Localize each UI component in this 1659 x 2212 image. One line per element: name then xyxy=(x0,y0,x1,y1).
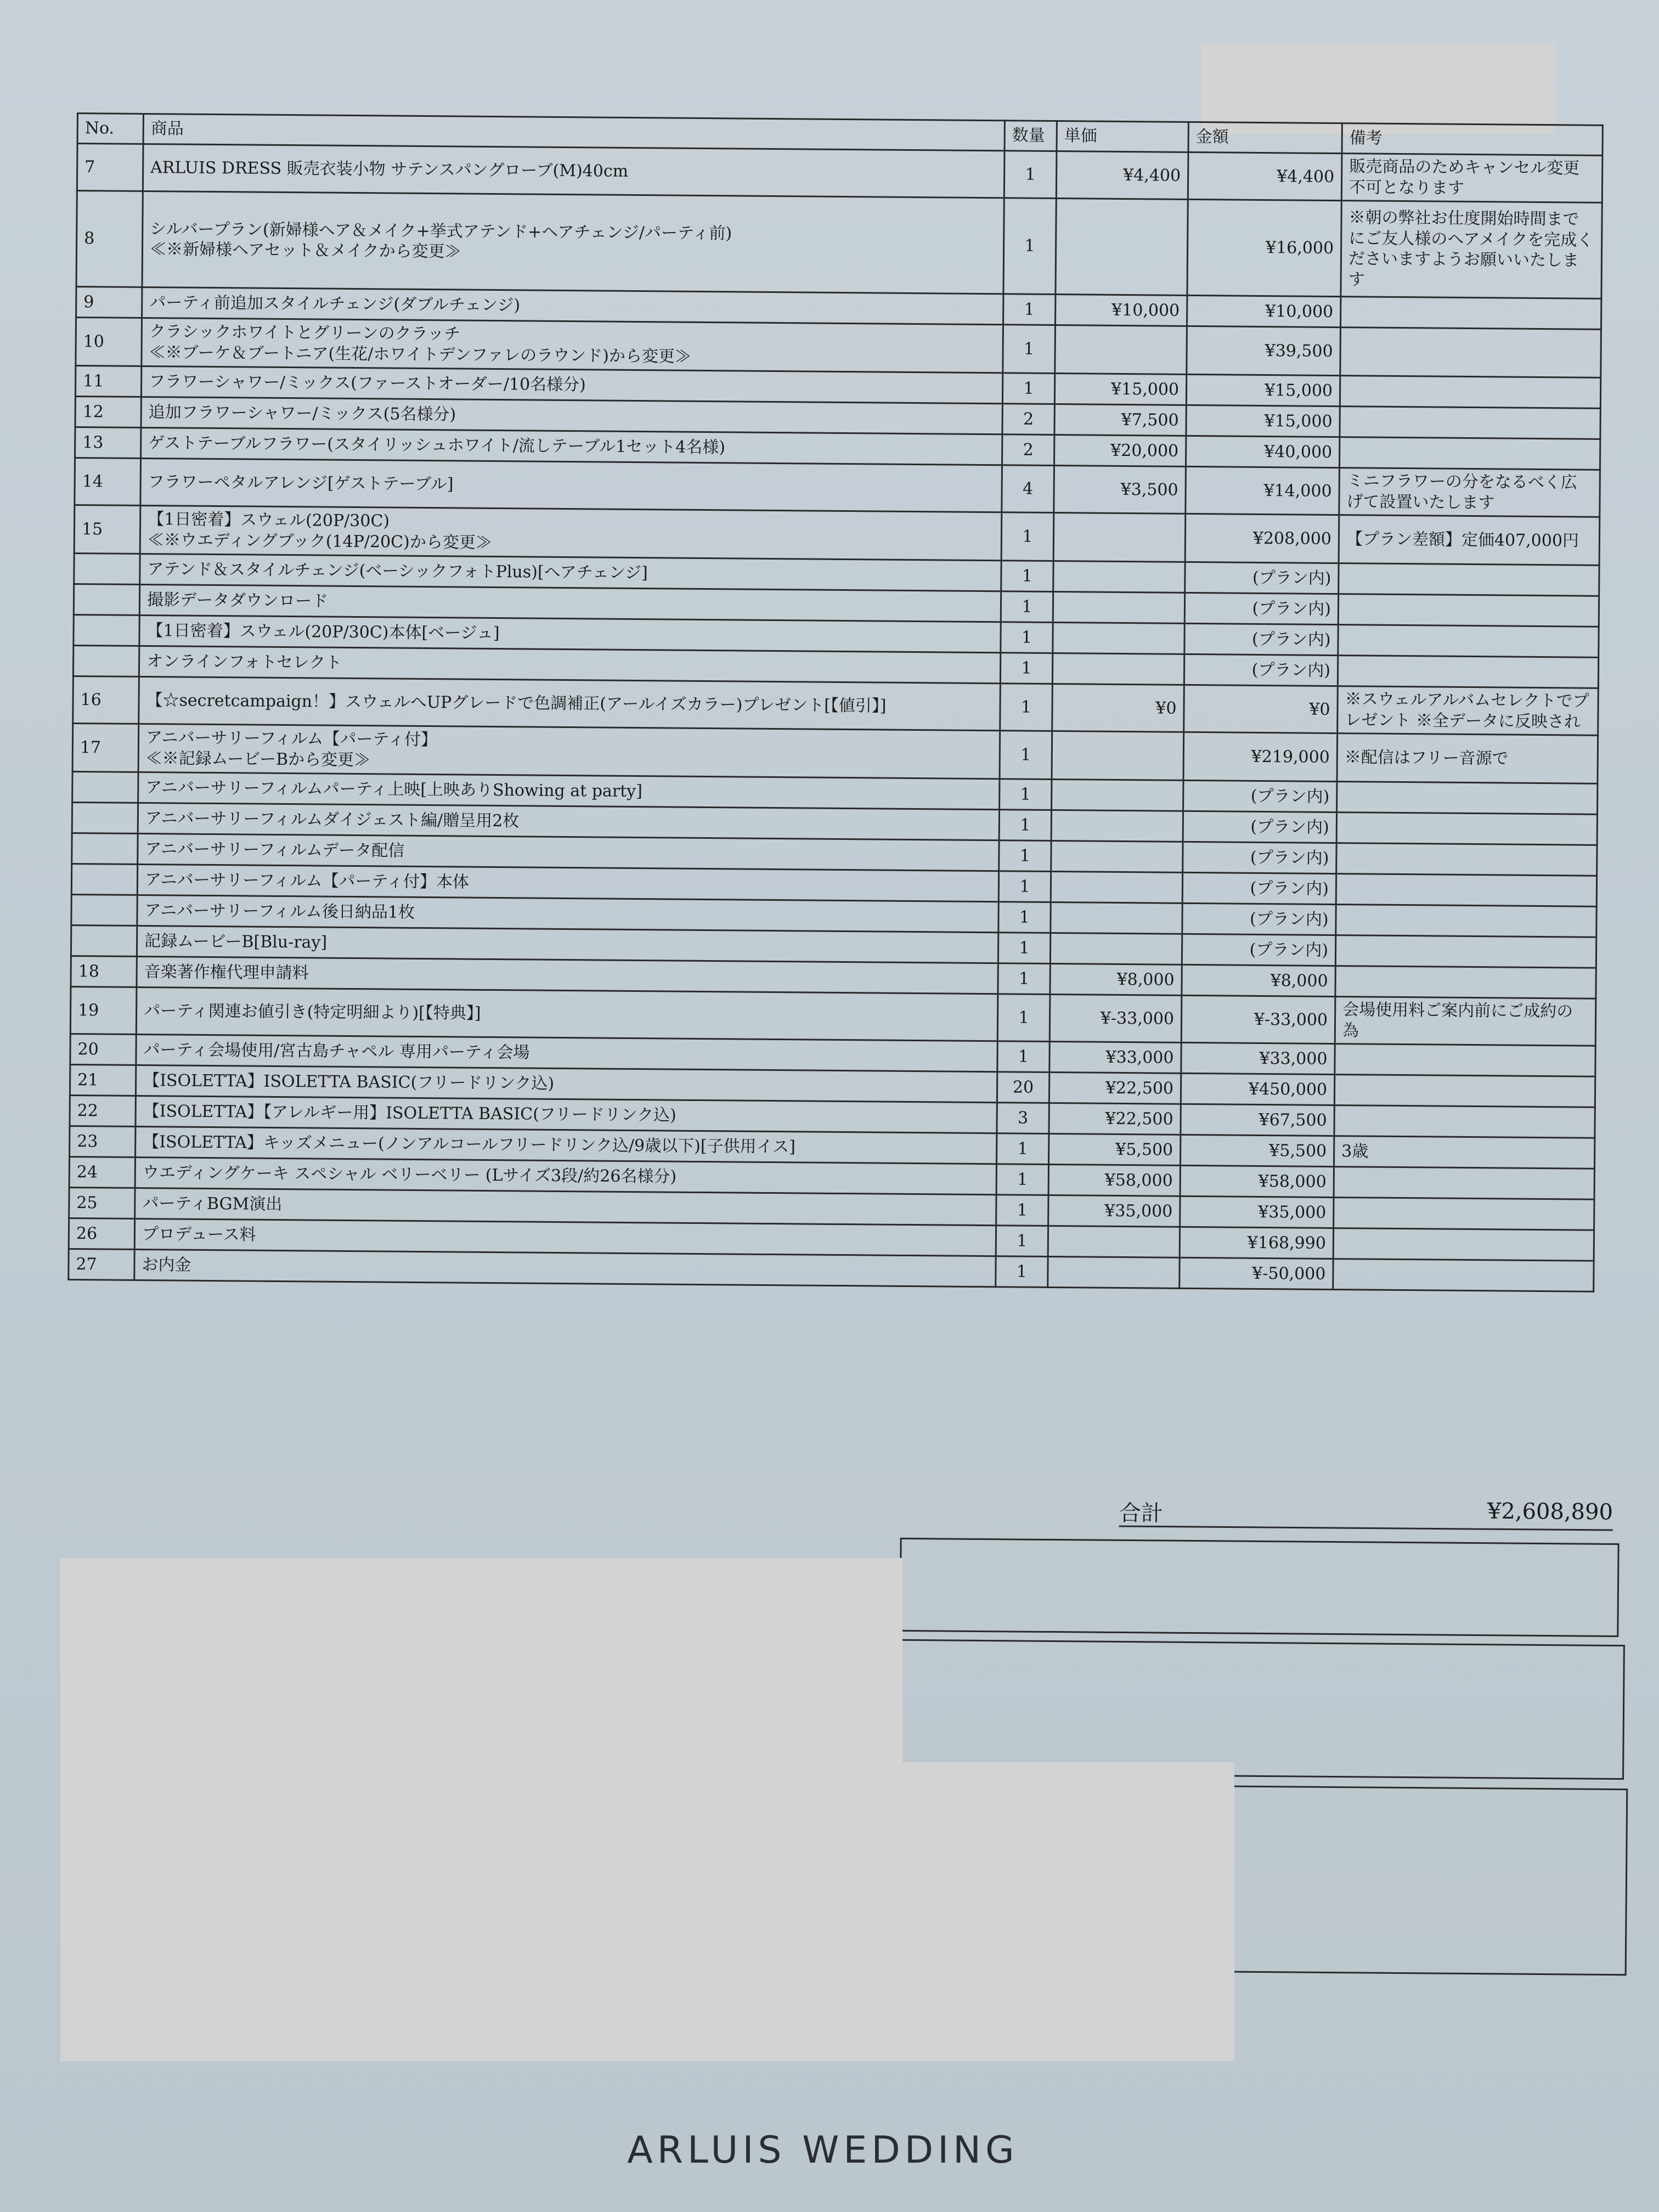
row-no: 20 xyxy=(70,1034,136,1065)
row-unit-price xyxy=(1055,325,1187,375)
row-no: 24 xyxy=(69,1156,135,1188)
redacted-area-bottom-left-lower xyxy=(60,1762,1234,2061)
row-qty: 1 xyxy=(1004,151,1057,199)
row-no: 9 xyxy=(76,287,142,318)
row-qty: 1 xyxy=(1000,684,1053,731)
brand-logo: ARLUIS WEDDING xyxy=(627,2129,1019,2172)
header-qty: 数量 xyxy=(1005,121,1057,151)
row-remark xyxy=(1334,1198,1594,1231)
row-unit-price xyxy=(1053,561,1185,593)
row-unit-price xyxy=(1048,1226,1180,1257)
row-unit-price: ¥35,000 xyxy=(1048,1195,1180,1227)
row-amount: ¥208,000 xyxy=(1185,514,1339,563)
row-qty: 1 xyxy=(998,963,1050,995)
row-no: 27 xyxy=(69,1249,134,1280)
table-row xyxy=(76,191,1602,299)
row-no: 10 xyxy=(76,318,142,366)
row-no: 8 xyxy=(76,191,143,287)
row-qty: 1 xyxy=(996,1133,1048,1165)
row-remark: ※配信はフリー音源で xyxy=(1337,733,1598,784)
row-unit-price: ¥3,500 xyxy=(1054,466,1186,514)
row-item xyxy=(140,458,1002,512)
row-unit-price: ¥5,500 xyxy=(1048,1133,1180,1165)
row-item xyxy=(139,676,1001,730)
row-item-name: フラワーシャワー/ミックス(ファーストオーダー/10名様分) xyxy=(149,371,586,395)
row-remark xyxy=(1335,1044,1595,1077)
row-unit-price xyxy=(1051,840,1183,872)
row-item-name: アテンド＆スタイルチェンジ(ベーシックフォトPlus)[ヘアチェンジ] xyxy=(147,559,648,583)
row-amount: ¥8,000 xyxy=(1182,964,1335,996)
row-no xyxy=(74,584,139,615)
row-qty: 1 xyxy=(996,1195,1048,1226)
row-remark xyxy=(1340,328,1601,378)
row-item-name: ARLUIS DRESS 販売衣装小物 サテンスパングローブ(M)40cm xyxy=(150,157,629,181)
row-amount: ¥35,000 xyxy=(1180,1196,1334,1228)
row-qty: 4 xyxy=(1002,465,1054,513)
notes-box-2 xyxy=(899,1639,1625,1780)
row-item xyxy=(140,505,1002,560)
row-unit-price xyxy=(1051,902,1182,934)
row-unit-price: ¥22,500 xyxy=(1049,1103,1181,1135)
row-qty: 1 xyxy=(998,902,1051,933)
row-remark xyxy=(1340,297,1601,330)
row-item-name: アニバーサリーフィルム後日納品1枚 xyxy=(144,900,415,922)
row-unit-price: ¥33,000 xyxy=(1049,1041,1181,1073)
row-qty: 1 xyxy=(997,1041,1049,1073)
row-qty: 2 xyxy=(1002,435,1054,466)
row-item-name: アニバーサリーフィルム【パーティ付】 xyxy=(145,728,438,750)
row-no xyxy=(72,833,138,864)
row-unit-price xyxy=(1050,933,1182,964)
row-unit-price: ¥7,500 xyxy=(1054,404,1186,436)
row-remark: 販売商品のためキャンセル変更不可となります xyxy=(1341,154,1602,203)
row-amount: (プラン内) xyxy=(1184,623,1338,655)
row-no: 13 xyxy=(75,427,141,458)
row-qty: 1 xyxy=(1000,731,1052,780)
row-remark: ※朝の弊社お仕度開始時間までにご友人様のヘアメイクを完成くださいますようお願いいたします xyxy=(1341,201,1602,299)
row-remark xyxy=(1340,376,1600,409)
row-item-note: ≪※新婦様ヘアセット＆メイクから変更≫ xyxy=(149,240,461,262)
row-item-name: 【1日密着】スウェル(20P/30C) xyxy=(148,510,390,531)
row-item-name: 【ISOLETTA】ISOLETTA BASIC(フリードリンク込) xyxy=(143,1070,555,1093)
notes-box-1 xyxy=(899,1538,1619,1637)
row-remark xyxy=(1339,437,1600,470)
row-no: 17 xyxy=(72,723,139,772)
row-remark xyxy=(1340,407,1600,439)
row-no: 15 xyxy=(74,505,140,554)
row-amount: ¥5,500 xyxy=(1180,1135,1334,1166)
row-unit-price: ¥0 xyxy=(1052,684,1184,732)
row-remark xyxy=(1334,1105,1595,1138)
row-unit-price xyxy=(1052,653,1184,685)
row-qty: 1 xyxy=(998,871,1051,902)
row-remark xyxy=(1336,874,1596,907)
row-remark xyxy=(1334,1167,1594,1200)
row-item-name: アニバーサリーフィルムダイジェスト編/贈呈用2枚 xyxy=(145,808,520,831)
row-amount: (プラン内) xyxy=(1184,592,1338,624)
header-no: No. xyxy=(77,114,143,144)
row-unit-price: ¥-33,000 xyxy=(1049,994,1182,1042)
row-item-name: アニバーサリーフィルム【パーティ付】本体 xyxy=(144,870,470,892)
row-remark: ※スウェルアルバムセレクトでプレゼント ※全データに反映され xyxy=(1338,686,1599,736)
row-item-name: パーティBGM演出 xyxy=(142,1193,283,1214)
row-unit-price: ¥22,500 xyxy=(1049,1072,1181,1104)
row-no: 18 xyxy=(71,956,137,987)
row-item-name: パーティ会場使用/宮古島チャペル 専用パーティ会場 xyxy=(143,1040,530,1063)
row-no xyxy=(71,864,137,895)
row-item-name: 【ISOLETTA】【アレルギー用】ISOLETTA BASIC(フリードリンク込) xyxy=(143,1101,676,1125)
header-item: 商品 xyxy=(143,114,1005,150)
row-no xyxy=(71,925,137,956)
row-qty: 1 xyxy=(996,1226,1048,1257)
row-unit-price xyxy=(1053,623,1184,654)
row-no: 21 xyxy=(70,1064,136,1096)
row-unit-price: ¥10,000 xyxy=(1056,295,1187,326)
row-amount: ¥58,000 xyxy=(1180,1165,1334,1197)
row-amount: ¥14,000 xyxy=(1186,466,1340,515)
redacted-area-top-right xyxy=(1201,44,1555,134)
row-qty: 20 xyxy=(997,1072,1049,1103)
row-unit-price xyxy=(1052,731,1184,780)
row-no: 14 xyxy=(75,458,141,505)
row-amount: ¥16,000 xyxy=(1187,199,1341,296)
row-remark xyxy=(1336,843,1597,876)
row-item xyxy=(138,724,1000,778)
row-unit-price xyxy=(1052,779,1183,811)
row-amount: ¥39,500 xyxy=(1187,326,1341,375)
row-no xyxy=(72,771,138,803)
row-remark xyxy=(1333,1228,1594,1261)
row-item-name: ゲストテーブルフラワー(スタイリッシュホワイト/流しテーブル1セット4名様) xyxy=(148,433,726,458)
row-unit-price xyxy=(1051,810,1183,842)
row-item-name: アニバーサリーフィルムパーティ上映[上映ありShowing at party] xyxy=(145,777,643,801)
row-unit-price xyxy=(1053,592,1184,624)
total-row xyxy=(1119,1491,1613,1531)
row-remark xyxy=(1338,656,1598,689)
row-item-name: 記録ムービーB[Blu-ray] xyxy=(144,931,328,952)
row-amount: ¥15,000 xyxy=(1186,405,1340,437)
total-value: ¥2,608,890 xyxy=(1487,1498,1613,1525)
row-remark xyxy=(1335,935,1596,968)
row-item-name: 【ISOLETTA】キッズメニュー(ノンアルコールフリードリンク込/9歳以下)[子供用イス] xyxy=(143,1132,796,1157)
row-remark: 会場使用料ご案内前にご成約の為 xyxy=(1335,997,1596,1046)
row-remark: ミニフラワーの分をなるべく広げて設置いたします xyxy=(1339,468,1600,517)
invoice-table xyxy=(67,112,1604,1293)
total-label: 合計 xyxy=(1119,1500,1164,1527)
row-amount: (プラン内) xyxy=(1184,654,1338,686)
row-no: 25 xyxy=(69,1187,135,1218)
row-amount: ¥-33,000 xyxy=(1181,995,1335,1043)
row-no xyxy=(74,614,139,646)
row-amount: (プラン内) xyxy=(1182,934,1335,966)
row-item xyxy=(134,1249,996,1286)
row-item-name: ウエディングケーキ スペシャル ベリーベリー (Lサイズ3段/約26名様分) xyxy=(142,1163,677,1187)
row-amount: ¥0 xyxy=(1184,685,1338,733)
row-item-name: 追加フラワーシャワー/ミックス(5名様分) xyxy=(148,402,456,425)
row-remark: 3歳 xyxy=(1334,1136,1594,1169)
row-unit-price: ¥58,000 xyxy=(1048,1164,1180,1196)
row-qty: 1 xyxy=(1000,653,1052,684)
row-no: 26 xyxy=(69,1218,134,1249)
row-item-name: フラワーペタルアレンジ[ゲストテーブル] xyxy=(148,472,454,494)
table-body xyxy=(69,144,1602,1292)
row-unit-price: ¥20,000 xyxy=(1054,435,1186,467)
row-qty: 1 xyxy=(1001,561,1053,592)
row-qty: 1 xyxy=(1003,325,1056,374)
row-item-note: ≪※ブーケ＆ブートニア(生花/ホワイトデンファレのラウンド)から変更≫ xyxy=(149,342,692,366)
row-amount: ¥67,500 xyxy=(1181,1104,1334,1136)
row-qty: 1 xyxy=(999,840,1051,872)
row-qty: 1 xyxy=(1003,198,1056,295)
row-amount: ¥219,000 xyxy=(1183,732,1338,781)
row-qty: 3 xyxy=(997,1103,1049,1134)
row-qty: 1 xyxy=(1001,591,1053,623)
row-amount: ¥33,000 xyxy=(1181,1042,1335,1074)
row-no xyxy=(74,553,140,584)
row-item-note: ≪※ウエディングブック(14P/20C)から変更≫ xyxy=(147,530,492,552)
row-amount: (プラン内) xyxy=(1183,780,1337,812)
header-unit-price: 単価 xyxy=(1057,121,1188,153)
row-item-name: お内金 xyxy=(142,1255,191,1275)
row-remark xyxy=(1338,625,1599,658)
row-item xyxy=(136,987,998,1041)
row-item xyxy=(143,144,1005,198)
row-item-name: プロデュース料 xyxy=(142,1224,256,1245)
row-no: 16 xyxy=(73,676,139,724)
row-item-name: アニバーサリーフィルムデータ配信 xyxy=(145,839,405,861)
row-item-name: 音楽著作権代理申請料 xyxy=(144,962,309,983)
row-item-name: クラシックホワイトとグリーンのクラッチ xyxy=(149,322,461,344)
row-remark xyxy=(1337,782,1598,815)
row-item-name: シルバープラン(新婦様ヘア＆メイク+挙式アテンド+ヘアチェンジ/パーティ前) xyxy=(150,219,732,243)
row-unit-price xyxy=(1048,1256,1180,1288)
row-remark xyxy=(1333,1259,1594,1292)
header-remarks: 備考 xyxy=(1342,123,1602,156)
row-qty: 1 xyxy=(1001,512,1054,561)
row-no xyxy=(72,802,138,833)
row-remark: 【プラン差額】定価407,000円 xyxy=(1339,515,1600,566)
row-unit-price xyxy=(1051,871,1182,903)
redacted-area-bottom-left-upper xyxy=(60,1558,902,1767)
row-unit-price: ¥15,000 xyxy=(1054,374,1186,405)
row-item xyxy=(142,191,1004,294)
row-remark xyxy=(1336,812,1597,845)
row-item xyxy=(142,318,1003,373)
header-amount: 金額 xyxy=(1188,122,1342,153)
row-no: 22 xyxy=(70,1095,136,1126)
row-amount: ¥-50,000 xyxy=(1180,1257,1333,1289)
row-item-note: ≪※記録ムービーBから変更≫ xyxy=(145,748,371,770)
row-no xyxy=(71,894,137,926)
row-remark xyxy=(1334,1075,1595,1108)
row-unit-price xyxy=(1056,199,1188,296)
row-qty: 1 xyxy=(1000,779,1052,810)
row-amount: (プラン内) xyxy=(1185,562,1339,594)
row-amount: ¥168,990 xyxy=(1180,1227,1333,1259)
row-no: 19 xyxy=(70,986,137,1034)
row-amount: (プラン内) xyxy=(1183,811,1336,843)
row-item-name: パーティ前追加スタイルチェンジ(ダブルチェンジ) xyxy=(149,292,521,315)
row-qty: 1 xyxy=(999,810,1051,841)
row-remark xyxy=(1335,966,1596,999)
row-qty: 2 xyxy=(1002,404,1054,435)
row-qty: 1 xyxy=(997,994,1050,1042)
row-qty: 1 xyxy=(1002,373,1054,404)
row-qty: 1 xyxy=(998,933,1050,964)
row-amount: ¥40,000 xyxy=(1186,436,1339,467)
row-no: 12 xyxy=(75,396,141,427)
row-item-name: 【1日密着】スウェル(20P/30C)本体[ベージュ] xyxy=(146,620,500,643)
row-qty: 1 xyxy=(996,1256,1048,1288)
row-amount: ¥15,000 xyxy=(1186,374,1340,406)
row-unit-price: ¥4,400 xyxy=(1056,151,1188,200)
row-no: 11 xyxy=(75,365,141,397)
row-item-name: オンラインフォトセレクト xyxy=(146,651,342,673)
row-amount: ¥4,400 xyxy=(1188,152,1342,200)
row-qty: 1 xyxy=(1001,622,1053,653)
row-remark xyxy=(1336,905,1596,938)
row-amount: ¥10,000 xyxy=(1187,295,1341,327)
row-remark xyxy=(1339,563,1599,596)
row-item-name: パーティ関連お値引き(特定明細より)[【特典】] xyxy=(144,1001,481,1023)
row-item-name: 撮影データダウンロード xyxy=(146,590,329,611)
row-no xyxy=(73,645,139,676)
row-no: 7 xyxy=(77,144,143,191)
row-amount: (プラン内) xyxy=(1182,872,1336,904)
row-remark xyxy=(1338,594,1599,627)
row-item-name: 【☆secretcampaign！】スウェルへUPグレードで色調補正(アールイズカラー)プレゼント[【値引】] xyxy=(146,690,887,716)
row-amount: ¥450,000 xyxy=(1181,1073,1334,1105)
row-amount: (プラン内) xyxy=(1183,842,1336,873)
row-unit-price: ¥8,000 xyxy=(1050,963,1182,995)
row-no: 23 xyxy=(70,1126,136,1157)
row-qty: 1 xyxy=(996,1164,1048,1195)
row-amount: (プラン内) xyxy=(1182,903,1336,935)
row-unit-price xyxy=(1053,513,1186,562)
row-qty: 1 xyxy=(1003,294,1056,325)
